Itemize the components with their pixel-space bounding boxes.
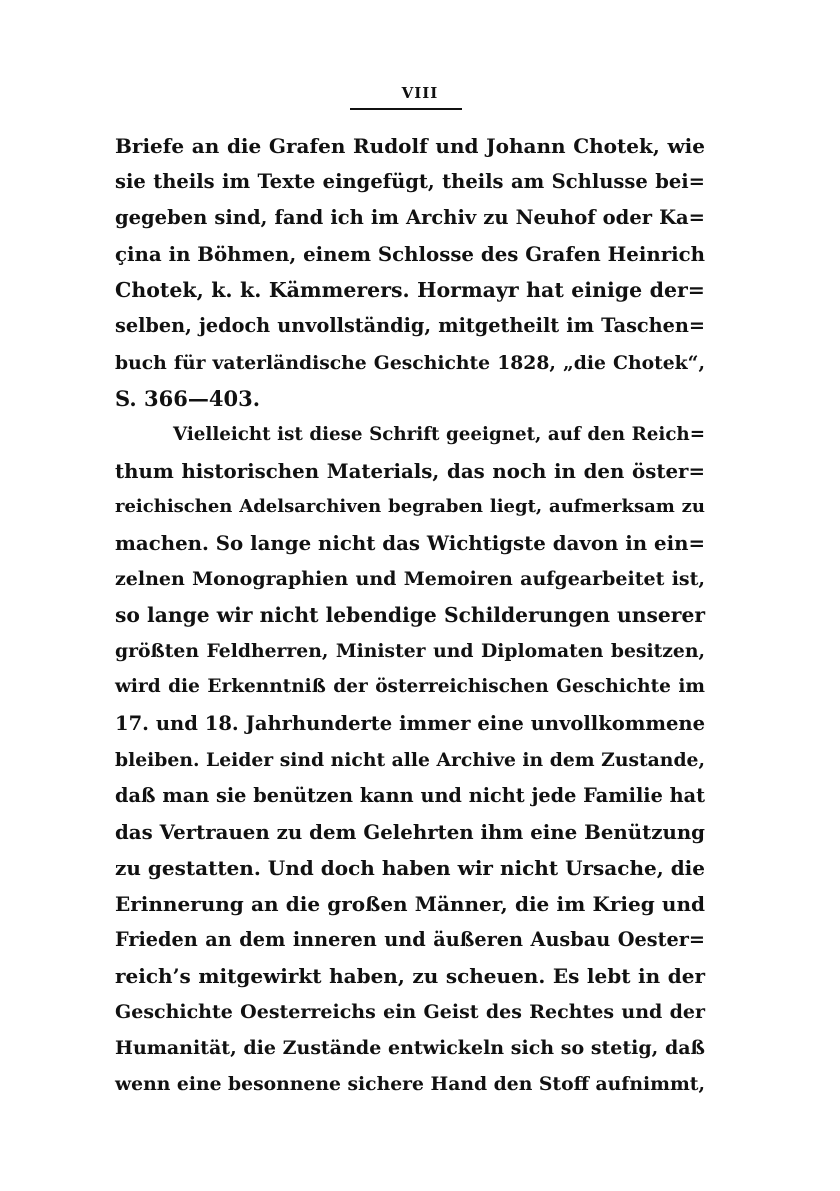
text-line: reichischen Adelsarchiven begraben liegt, aufmerksam zu — [115, 495, 705, 517]
text-line: selben, jedoch unvollständig, mitgetheilt im Taschen= — [115, 314, 705, 338]
body-text — [115, 128, 705, 1103]
header-rule — [350, 108, 462, 110]
text-line: machen. So lange nicht das Wichtigste davon in ein= — [115, 531, 705, 556]
text-line: 17. und 18. Jahrhunderte immer eine unvollkommene — [115, 711, 705, 735]
text-line: thum historischen Materials, das noch in den öster= — [115, 458, 705, 483]
text-line: reich’s mitgewirkt haben, zu scheuen. Es lebt in der — [115, 964, 705, 989]
text-line: sie theils im Texte eingefügt, theils am Schlusse bei= — [115, 170, 705, 194]
text-line: S. 366—403. — [115, 385, 261, 411]
text-line: Erinnerung an die großen Männer, die im Krieg und — [115, 891, 705, 916]
text-line: buch für vaterländische Geschichte 1828, „die Chotek“, — [115, 351, 705, 374]
text-line: Geschichte Oesterreichs ein Geist des Rechtes und der — [115, 1001, 705, 1024]
text-line: so lange wir nicht lebendige Schilderungen unserer — [115, 603, 705, 628]
text-line: bleiben. Leider sind nicht alle Archive in dem Zustande, — [115, 748, 706, 771]
page-number: VIII — [401, 84, 439, 102]
text-line: wenn eine besonnene sichere Hand den Stoff aufnimmt, — [115, 1073, 705, 1096]
paragraph-start-line: Vielleicht ist diese Schrift geeignet, auf den Reich= — [173, 423, 705, 445]
text-line: zu gestatten. Und doch haben wir nicht Ursache, die — [115, 855, 705, 880]
text-line: Chotek, k. k. Kämmerers. Hormayr hat einige der= — [115, 278, 705, 303]
text-line: das Vertrauen zu dem Gelehrten ihm eine Benützung — [115, 819, 705, 844]
text-line: zelnen Monographien und Memoiren aufgearbeitet ist, — [115, 568, 705, 591]
text-line: wird die Erkenntniß der österreichischen Geschichte im — [115, 676, 705, 698]
text-line: Humanität, die Zustände entwickeln sich so stetig, daß — [115, 1037, 705, 1060]
text-line: größten Feldherren, Minister und Diplomaten besitzen, — [115, 640, 705, 663]
text-line: Briefe an die Grafen Rudolf und Johann Chotek, wie — [115, 134, 705, 158]
text-line: Frieden an dem inneren und äußeren Ausbau Oester= — [115, 928, 705, 952]
text-line: çina in Böhmen, einem Schlosse des Grafen Heinrich — [115, 242, 705, 267]
text-line: gegeben sind, fand ich im Archiv zu Neuhof oder Ka= — [115, 206, 705, 230]
text-line: daß man sie benützen kann und nicht jede Familie hat — [115, 783, 705, 807]
